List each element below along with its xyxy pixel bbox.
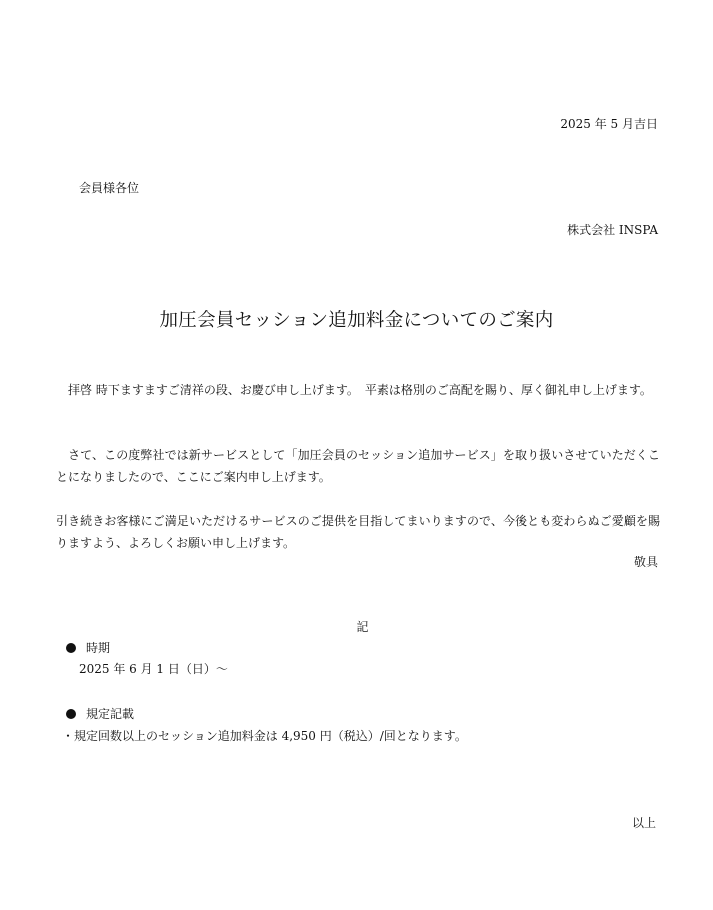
letter-date: 2025 年 5 月吉日 (560, 117, 658, 131)
closing-ijo: 以上 (631, 816, 656, 830)
recipient: 会員様各位 (79, 181, 140, 195)
item-period-heading (66, 639, 110, 656)
greeting-paragraph: 拝啓 時下ますますご清祥の段、お慶び申し上げます。 平素は格別のご高配を賜り、厚く御礼申し上げます。 (56, 383, 652, 397)
bullet-icon (66, 709, 76, 719)
sender-company: 株式会社 INSPA (567, 223, 658, 237)
item-rule-heading (66, 705, 134, 722)
closing-paragraph: 引き続きお客様にご満足いただけるサービスのご提供を目指してまいりますので、今後とも変わらぬご愛顧を賜りますよう、よろしくお願い申し上げます。 (56, 514, 660, 550)
document-title: 加圧会員セッション追加料金についてのご案内 (159, 310, 554, 331)
item-heading-label: 規定記載 (86, 707, 135, 721)
closing-keigu: 敬具 (633, 555, 658, 569)
item-heading-label: 時期 (86, 641, 111, 655)
announcement-paragraph: さて、この度弊社では新サービスとして「加圧会員のセッション追加サービス」を取り扱いさせていただくことになりましたので、ここにご案内申し上げます。 (56, 448, 660, 484)
item-rule-value: ・規定回数以上のセッション追加料金は 4,950 円（税込）/回となります。 (62, 729, 467, 743)
ki-heading: 記 (356, 620, 369, 634)
bullet-icon (66, 643, 76, 653)
item-period-value: 2025 年 6 月 1 日（日）～ (79, 662, 228, 676)
